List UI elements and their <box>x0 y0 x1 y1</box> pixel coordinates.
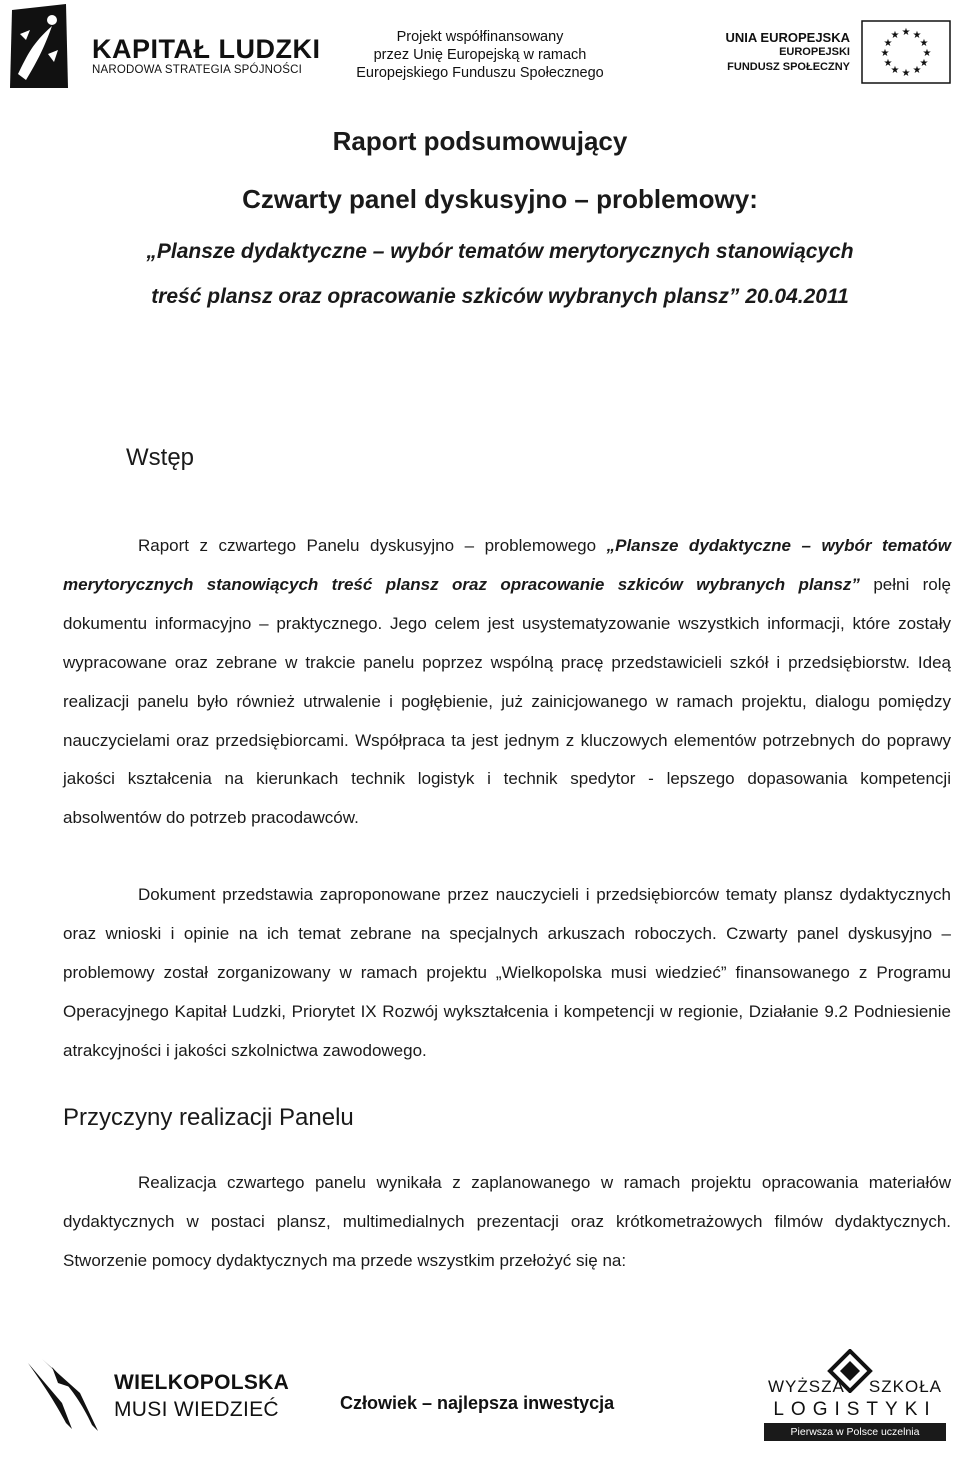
svg-text:★: ★ <box>912 30 922 41</box>
panel-title: Czwarty panel dyskusyjno – problemowy: <box>242 184 758 214</box>
cofinancing-note <box>330 28 630 82</box>
cofinancing-line: Europejskiego Funduszu Społecznego <box>356 65 604 81</box>
svg-text:★: ★ <box>890 65 900 76</box>
topic-line-2: treść plansz oraz opracowanie szkiców wybranych plansz” 20.04.2011 <box>151 285 849 308</box>
reasons-p1-text: Realizacja czwartego panelu wynikała z zaplanowanego w ramach projektu opracowania materiałów dydaktycznych w postaci plansz, multimedialnych prezentacji oraz krótkometrażowych filmów dydaktycznych. Stworzenie pomocy dydaktycznych ma przede wszystkim przełożyć się na: <box>63 1173 951 1270</box>
cofinancing-line: przez Unię Europejską w ramach <box>373 47 587 63</box>
intro-paragraph-1 <box>63 527 951 838</box>
svg-text:★: ★ <box>922 48 932 59</box>
eu-flag-icon <box>861 20 951 84</box>
kapital-ludzki-logo-icon <box>8 4 70 88</box>
svg-text:★: ★ <box>883 38 893 49</box>
svg-text:★: ★ <box>919 38 929 49</box>
intro-p1-end: pełni rolę dokumentu informacyjno – praktycznego. Jego celem jest usystematyzowanie wszystkich informacji, które zostały wypracowane oraz zebrane w trakcie panelu poprzez wspólną pracę przedstawicieli szkół i przedsiębiorstw. Ideą realizacji panelu było również utrwalenie i pogłębienie, już zainicjowanego w ramach projektu, dialogu pomiędzy nauczycielami oraz przedsiębiorcami. Współpraca ta jest jednym z kluczowych elementów potrzebnych do poprawy jakości kształcenia na kierunkach technik logistyk i technik spedytor - lepszego dopasowania kompetencji absolwentów do potrzeb pracodawców. <box>63 574 951 828</box>
wielkopolska-logo-icon <box>22 1353 112 1437</box>
reasons-heading: Przyczyny realizacji Panelu <box>63 1104 354 1131</box>
report-title: Raport podsumowujący <box>332 126 628 156</box>
svg-text:★: ★ <box>901 68 911 79</box>
kapital-ludzki-title: KAPITAŁ LUDZKI <box>92 34 321 64</box>
svg-text:★: ★ <box>880 48 890 59</box>
intro-paragraph-2 <box>63 876 951 1071</box>
page-header <box>0 0 960 100</box>
reasons-paragraph <box>63 1164 951 1281</box>
svg-text:★: ★ <box>901 27 911 38</box>
eu-line1: UNIA EUROPEJSKA <box>725 30 850 45</box>
topic-line-1: „Plansze dydaktyczne – wybór tematów merytorycznych stanowiących <box>146 240 854 263</box>
wsl-tagline: Pierwsza w Polsce uczelnia logistyczna <box>764 1423 946 1441</box>
intro-p2-text: Dokument przedstawia zaproponowane przez nauczycieli i przedsiębiorców tematy plansz dydaktycznych oraz wnioski i opinie na ich temat zebrane na specjalnych arkuszach roboczych. Czwarty panel dyskusyjno – problemowy został zorganizowany w ramach projektu „Wielkopolska musi wiedzieć” finansowanego z Programu Operacyjnego Kapitał Ludzki, Priorytet IX Rozwój wykształcenia i kompetencji w regionie, Działanie 9.2 Podniesienie atrakcyjności i jakości szkolnictwa zawodowego. <box>63 885 951 1060</box>
svg-text:★: ★ <box>883 58 893 69</box>
wielkopolska-line1: WIELKOPOLSKA <box>114 1371 290 1394</box>
svg-text:★: ★ <box>890 30 900 41</box>
intro-heading: Wstęp <box>126 444 195 471</box>
eu-line3: FUNDUSZ SPOŁECZNY <box>727 61 850 73</box>
eu-logo-text <box>700 30 850 75</box>
eu-line2: EUROPEJSKI <box>779 46 850 58</box>
wsl-word2: SZKOŁA <box>868 1377 942 1396</box>
wsl-word3: LOGISTYKI <box>773 1399 937 1420</box>
wsl-name-line <box>768 1377 942 1397</box>
intro-p1-title: „Plansze dydaktyczne – wybór tematów merytorycznych stanowiących treść plansz oraz opracowanie szkiców wybranych plansz” <box>63 536 951 594</box>
wielkopolska-line2: MUSI WIEDZIEĆ <box>114 1398 279 1421</box>
svg-text:★: ★ <box>919 58 929 69</box>
wsl-word1: WYŻSZA <box>768 1377 845 1396</box>
cofinancing-line: Projekt współfinansowany <box>396 29 564 45</box>
page-footer <box>0 1345 960 1456</box>
footer-slogan: Człowiek – najlepsza inwestycja <box>340 1393 615 1413</box>
intro-p1-start: Raport z czwartego Panelu dyskusyjno – problemowego <box>138 536 607 555</box>
kapital-ludzki-subtitle: NARODOWA STRATEGIA SPÓJNOŚCI <box>92 64 303 76</box>
svg-text:★: ★ <box>912 65 922 76</box>
